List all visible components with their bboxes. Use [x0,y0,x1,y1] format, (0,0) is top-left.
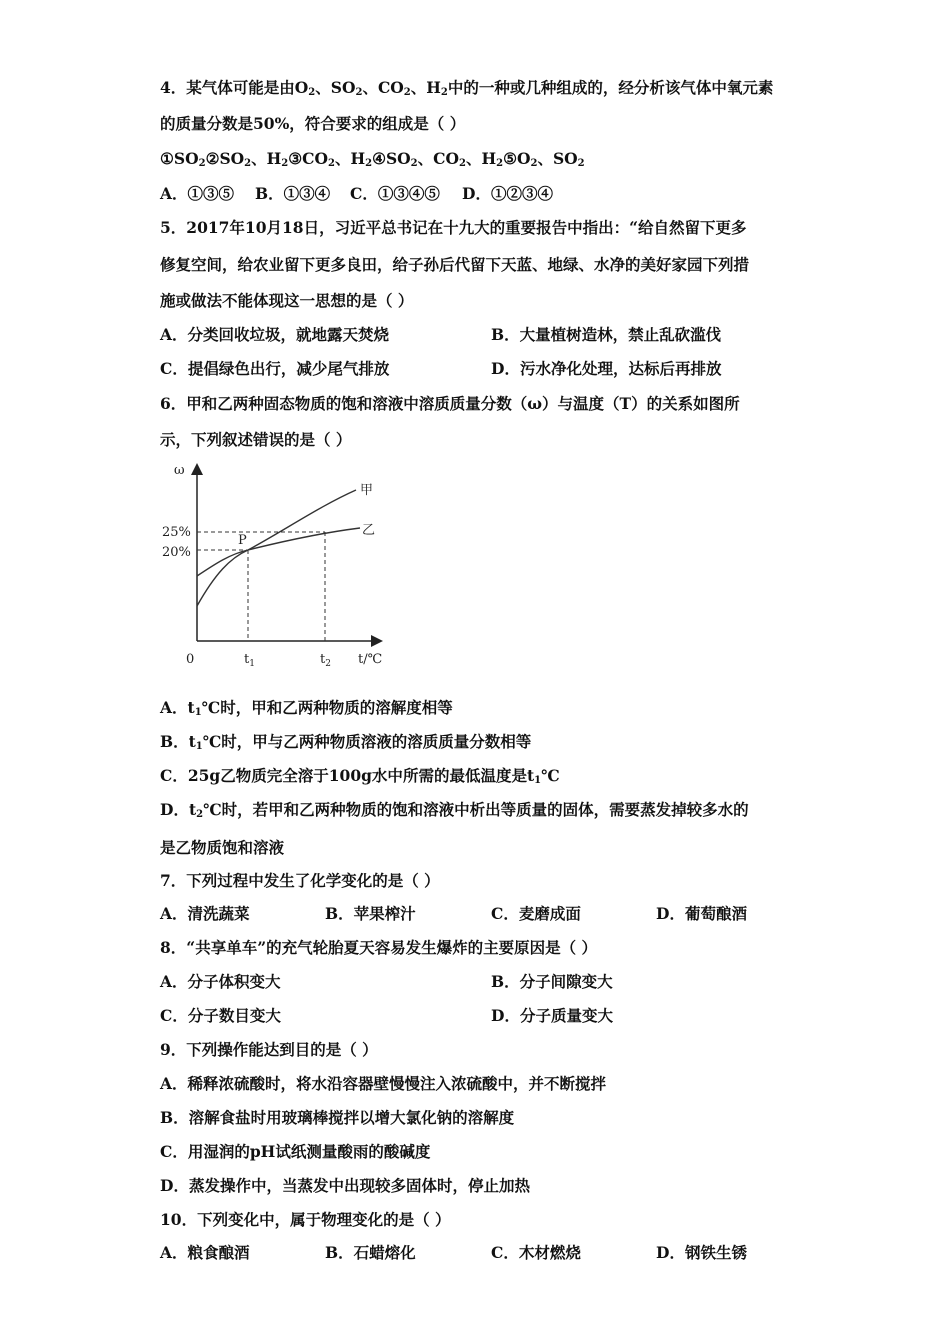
q7-option-b[interactable]: B．苹果榨汁 [325,904,416,923]
q6-stem-line1: 6．甲和乙两种固态物质的饱和溶液中溶质质量分数（ω）与温度（T）的关系如图所 [160,394,740,413]
q8-option-d[interactable]: D．分子质量变大 [491,1006,613,1025]
curve-jia [197,490,356,606]
q6-option-a[interactable]: A．$t_1℃$时，甲和乙两种物质的溶解度相等 [160,698,453,718]
curve-jia-label: 甲 [360,483,374,498]
q10-option-b[interactable]: B．石蜡熔化 [325,1243,416,1262]
q5-stem-line2: 修复空间，给农业留下更多良田，给子孙后代留下天蓝、地绿、水净的美好家园下列措 [160,255,750,274]
q4-stem-line2: 的质量分数是50%，符合要求的组成是（ ） [160,114,466,133]
q5-option-d[interactable]: D．污水净化处理，达标后再排放 [491,359,722,378]
origin-label: 0 [186,652,195,667]
q9-option-b[interactable]: B．溶解食盐时用玻璃棒搅拌以增大氯化钠的溶解度 [160,1108,515,1127]
q10-stem: 10．下列变化中，属于物理变化的是（ ） [160,1210,451,1229]
q7-stem: 7．下列过程中发生了化学变化的是（ ） [160,871,440,890]
t2-label: $t_2$ [320,652,331,669]
q6-option-c[interactable]: C．25g乙物质完全溶于100g水中所需的最低温度是$t_1℃$ [160,766,560,786]
y-axis-label: ω [174,463,185,478]
q9-option-c[interactable]: C．用湿润的pH试纸测量酸雨的酸碱度 [160,1142,431,1161]
curve-yi [197,528,360,576]
q8-option-a[interactable]: A．分子体积变大 [160,972,281,991]
curve-yi-label: 乙 [362,523,376,538]
y-tick-20: 20% [162,545,191,560]
q6-option-d-line2: 是乙物质饱和溶液 [160,838,285,857]
q7-option-d[interactable]: D．葡萄酿酒 [656,904,747,923]
q5-stem-line1: 5．2017年10月18日，习近平总书记在十九大的重要报告中指出：“给自然留下更多 [160,218,747,237]
q5-stem-line3: 施或做法不能体现这一思想的是（ ） [160,291,414,310]
q10-option-c[interactable]: C．木材燃烧 [491,1243,581,1262]
q6-option-b[interactable]: B．$t_1℃$时，甲与乙两种物质溶液的溶质质量分数相等 [160,732,532,752]
q4-stem-line1: 4．某气体可能是由$O_2$、$SO_2$、$CO_2$、$H_2$中的一种或几种组成的，经分析该气体中氧元素 [160,78,774,98]
point-p-label: P [238,533,247,548]
t1-label: $t_1$ [244,652,255,669]
q10-option-d[interactable]: D．钢铁生锈 [656,1243,747,1262]
q4-option-b[interactable]: B．①③④ [255,184,331,203]
q5-option-a[interactable]: A．分类回收垃圾，就地露天焚烧 [160,325,390,344]
q8-option-c[interactable]: C．分子数目变大 [160,1006,281,1025]
solubility-graph [160,456,400,676]
q8-stem: 8．“共享单车”的充气轮胎夏天容易发生爆炸的主要原因是（ ） [160,938,598,957]
q9-option-a[interactable]: A．稀释浓硫酸时，将水沿容器壁慢慢注入浓硫酸中，并不断搅拌 [160,1074,607,1093]
q7-option-a[interactable]: A．清洗蔬菜 [160,904,250,923]
q9-stem: 9．下列操作能达到目的是（ ） [160,1040,378,1059]
q7-option-c[interactable]: C．麦磨成面 [491,904,581,923]
q4-option-c[interactable]: C．①③④⑤ [350,184,440,203]
y-tick-25: 25% [162,525,191,540]
x-axis-label: t/℃ [358,652,383,667]
q10-option-a[interactable]: A．粮食酿酒 [160,1243,250,1262]
q6-option-d[interactable]: D．$t_2℃$时，若甲和乙两种物质的饱和溶液中析出等质量的固体，需要蒸发掉较多水的 [160,800,749,820]
q9-option-d[interactable]: D．蒸发操作中，当蒸发中出现较多固体时，停止加热 [160,1176,530,1195]
q5-option-b[interactable]: B．大量植树造林，禁止乱砍滥伐 [491,325,722,344]
q8-option-b[interactable]: B．分子间隙变大 [491,972,613,991]
q4-option-d[interactable]: D．①②③④ [462,184,553,203]
q6-stem-line2: 示，下列叙述错误的是（ ） [160,430,352,449]
q5-option-c[interactable]: C．提倡绿色出行，减少尾气排放 [160,359,390,378]
q4-option-a[interactable]: A．①③⑤ [160,184,235,203]
q4-combinations: $①SO_2②SO_2$、$H_2③CO_2$、$H_2④SO_2$、$CO_2$、$H_2⑤O_2$、$SO_2$ [160,149,585,169]
